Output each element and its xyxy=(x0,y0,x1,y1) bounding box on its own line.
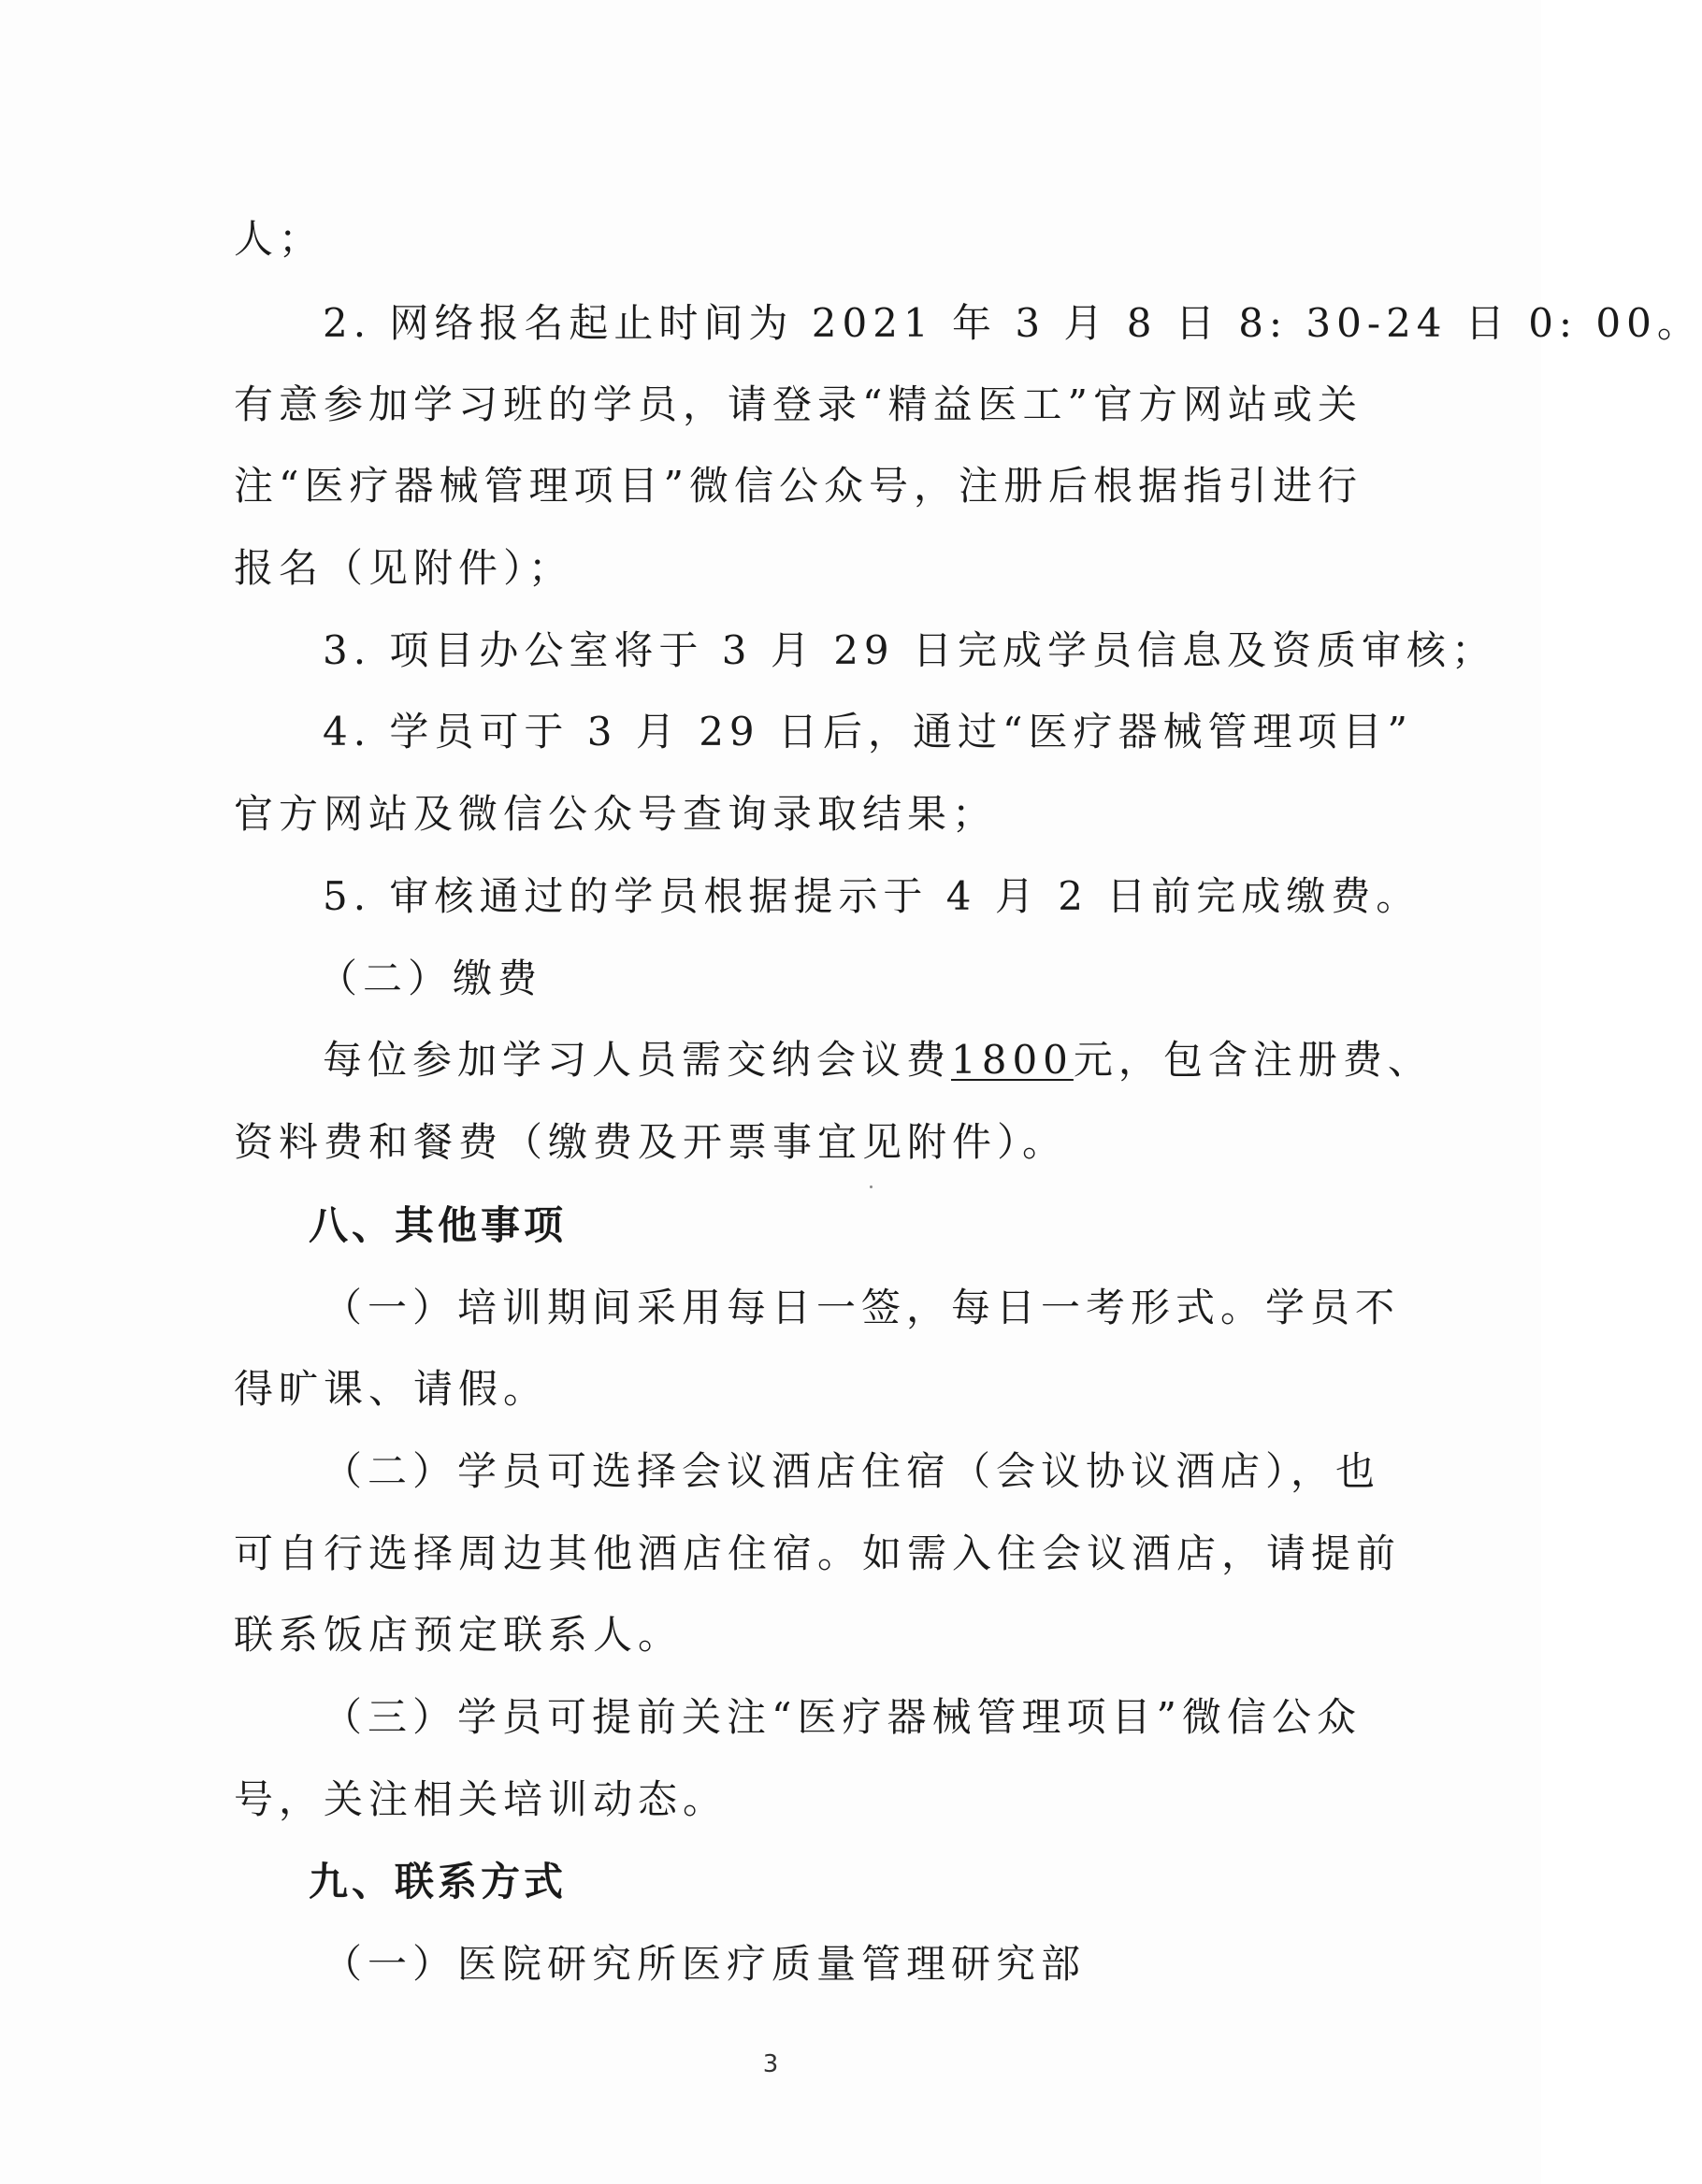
paragraph-line: 4. 学员可于 3 月 29 日后，通过“医疗器械管理项目” xyxy=(323,709,1413,754)
paragraph-line: 得旷课、请假。 xyxy=(234,1366,549,1412)
section-heading: 八、其他事项 xyxy=(309,1202,568,1248)
paragraph-line: （一）医院研究所医疗质量管理研究部 xyxy=(323,1941,1087,1987)
paragraph-line: 报名（见附件）； xyxy=(234,545,574,591)
paragraph-line: 注“医疗器械管理项目”微信公众号，注册后根据指引进行 xyxy=(234,463,1363,509)
paragraph-line: 5. 审核通过的学员根据提示于 4 月 2 日前完成缴费。 xyxy=(323,873,1421,919)
paragraph-line: 官方网站及微信公众号查询录取结果； xyxy=(234,791,998,837)
paragraph-line: 人； xyxy=(234,216,325,262)
paragraph-line: （一）培训期间采用每日一签，每日一考形式。学员不 xyxy=(323,1285,1401,1330)
paragraph-line: 联系饭店预定联系人。 xyxy=(234,1612,684,1658)
page-number: 3 xyxy=(762,2050,779,2078)
fee-text-before: 每位参加学习人员需交纳会议费 xyxy=(323,1037,952,1083)
paragraph-line: 3. 项目办公室将于 3 月 29 日完成学员信息及资质审核； xyxy=(323,627,1496,673)
paragraph-line xyxy=(323,1034,1433,1086)
paragraph-line: （二）学员可选择会议酒店住宿（会议协议酒店），也 xyxy=(323,1448,1381,1494)
paragraph-line: 有意参加学习班的学员，请登录“精益医工”官方网站或关 xyxy=(234,381,1363,427)
scan-speck xyxy=(870,1185,873,1188)
paragraph-line: 可自行选择周边其他酒店住宿。如需入住会议酒店，请提前 xyxy=(234,1530,1402,1576)
fee-amount: 1800 xyxy=(951,1037,1074,1083)
section-heading: 九、联系方式 xyxy=(309,1859,568,1904)
fee-text-after: 元，包含注册费、 xyxy=(1073,1037,1433,1083)
subsection-heading: （二）缴费 xyxy=(318,956,543,1001)
paragraph-line: （三）学员可提前关注“医疗器械管理项目”微信公众 xyxy=(323,1694,1362,1740)
paragraph-line: 资料费和餐费（缴费及开票事宜见附件）。 xyxy=(234,1119,1068,1165)
paragraph-line: 2. 网络报名起止时间为 2021 年 3 月 8 日 8: 30-24 日 0: 00。 xyxy=(323,300,1702,346)
paragraph-line: 号，关注相关培训动态。 xyxy=(234,1776,728,1822)
